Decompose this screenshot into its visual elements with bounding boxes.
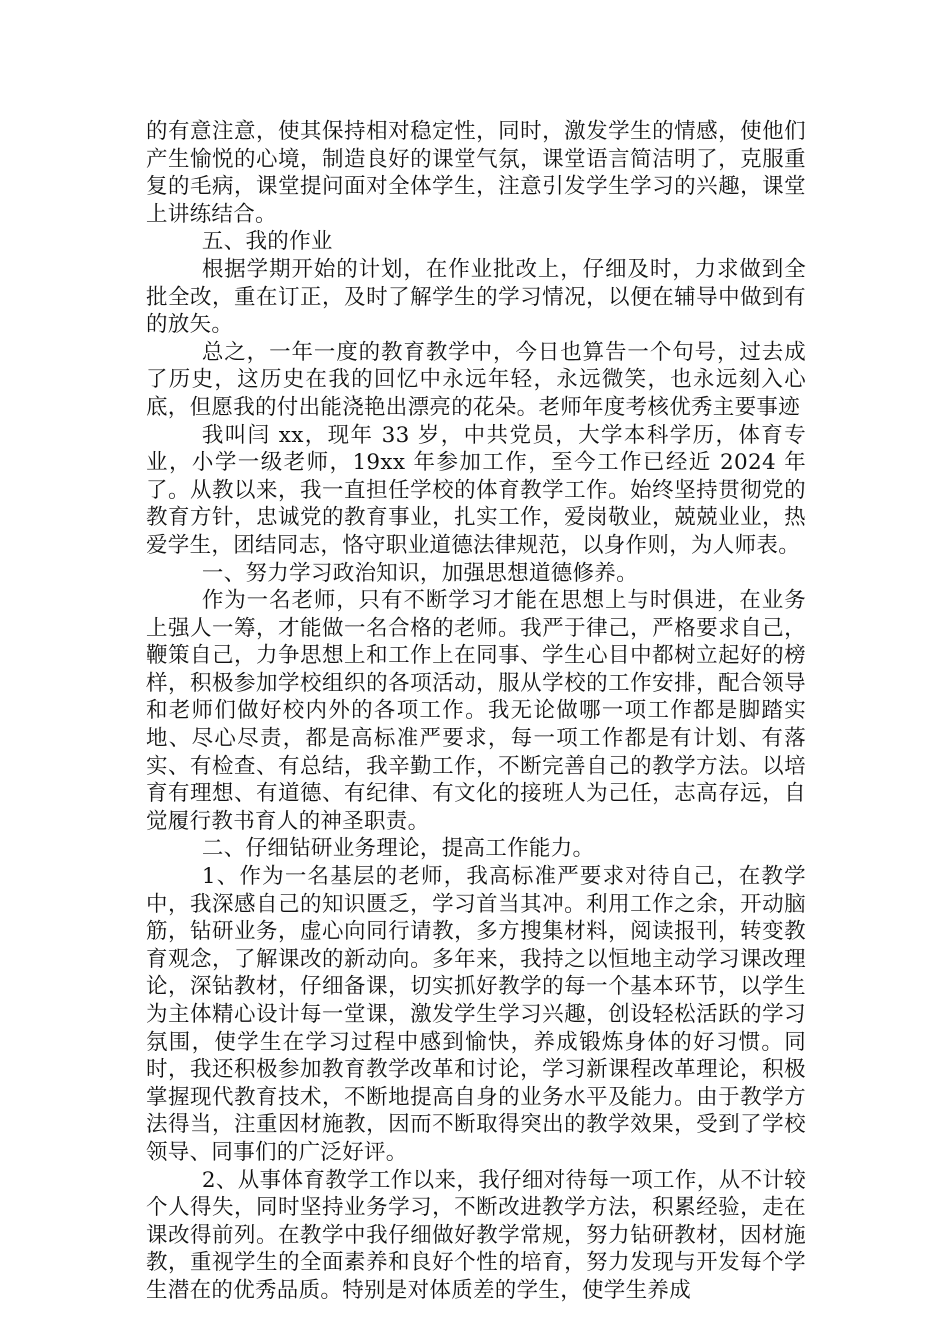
section-heading-study: 二、仔细钻研业务理论，提高工作能力。 <box>201 836 595 862</box>
paragraph: 总之，一年一度的教育教学中，今日也算告一个句号，过去成了历史，这历史在我的回忆中永远年轻，永远微笑，也永远刻入心底，但愿我的付出能浇艳出漂亮的花朵。老师年度考核优秀主要事迹 <box>146 339 806 420</box>
paragraph: 1、作为一名基层的老师，我高标准严要求对待自己，在教学中，我深感自己的知识匮乏，学习首当其冲。利用工作之余，开动脑筋，钻研业务，虚心向同行请教，多方搜集材料，阅读报刊，转变教育观念，了解课改的新动向。多年来，我持之以恒地主动学习课改理论，深钻教材，仔细备课，切实抓好教学的每一个基本环节，以学生为主体精心设计每一堂课，激发学生学习兴趣，创设轻松活跃的学习氛围，使学生在学习过程中感到愉快，养成锻炼身体的好习惯。同时，我还积极参加教育教学改革和讨论，学习新课程改革理论，积极掌握现代教育技术，不断地提高自身的业务水平及能力。由于教学方法得当，注重因材施教，因而不断取得突出的教学效果，受到了学校领导、同事们的广泛好评。 <box>146 864 806 1165</box>
paragraph: 我叫闫 xx，现年 33 岁，中共党员，大学本科学历，体育专业，小学一级老师，19xx 年参加工作，至今工作已经近 2024 年了。从教以来，我一直担任学校的体育教学工作。始终坚持贯彻党的教育方针，忠诚党的教育事业，扎实工作，爱岗敬业，兢兢业业，热爱学生，团结同志，恪守职业道德法律规范，以身作则，为人师表。 <box>146 422 806 558</box>
paragraph: 作为一名老师，只有不断学习才能在思想上与时俱进，在业务上强人一筹，才能做一名合格的老师。我严于律己，严格要求自己，鞭策自己，力争思想上和工作上在同事、学生心目中都树立起好的榜样，积极参加学校组织的各项活动，服从学校的工作安排，配合领导和老师们做好校内外的各项工作。我无论做哪一项工作都是脚踏实地、尽心尽责，都是高标准严要求，每一项工作都是有计划、有落实、有检查、有总结，我辛勤工作，不断完善自己的教学方法。以培育有理想、有道德、有纪律、有文化的接班人为己任，志高存远，自觉履行教书育人的神圣职责。 <box>146 588 806 834</box>
paragraph: 根据学期开始的计划，在作业批改上，仔细及时，力求做到全批全改，重在订正，及时了解学生的学习情况，以便在辅导中做到有的放矢。 <box>146 256 806 338</box>
document-page <box>146 118 806 1305</box>
paragraph-continued: 的有意注意，使其保持相对稳定性，同时，激发学生的情感，使他们产生愉悦的心境，制造良好的课堂气氛，课堂语言简洁明了，克服重复的毛病，课堂提问面对全体学生，注意引发学生学习的兴趣，课堂上讲练结合。 <box>146 119 806 227</box>
section-heading-homework: 五、我的作业 <box>201 229 333 255</box>
section-heading-politics: 一、努力学习政治知识，加强思想道德修养。 <box>201 560 638 586</box>
paragraph: 2、从事体育教学工作以来，我仔细对待每一项工作，从不计较个人得失，同时坚持业务学习，不断改进教学方法，积累经验，走在课改得前列。在教学中我仔细做好教学常规，努力钻研教材，因材施教，重视学生的全面素养和良好个性的培育，努力发现与开发每个学生潜在的优秀品质。特别是对体质差的学生，使学生养成 <box>146 1167 806 1303</box>
